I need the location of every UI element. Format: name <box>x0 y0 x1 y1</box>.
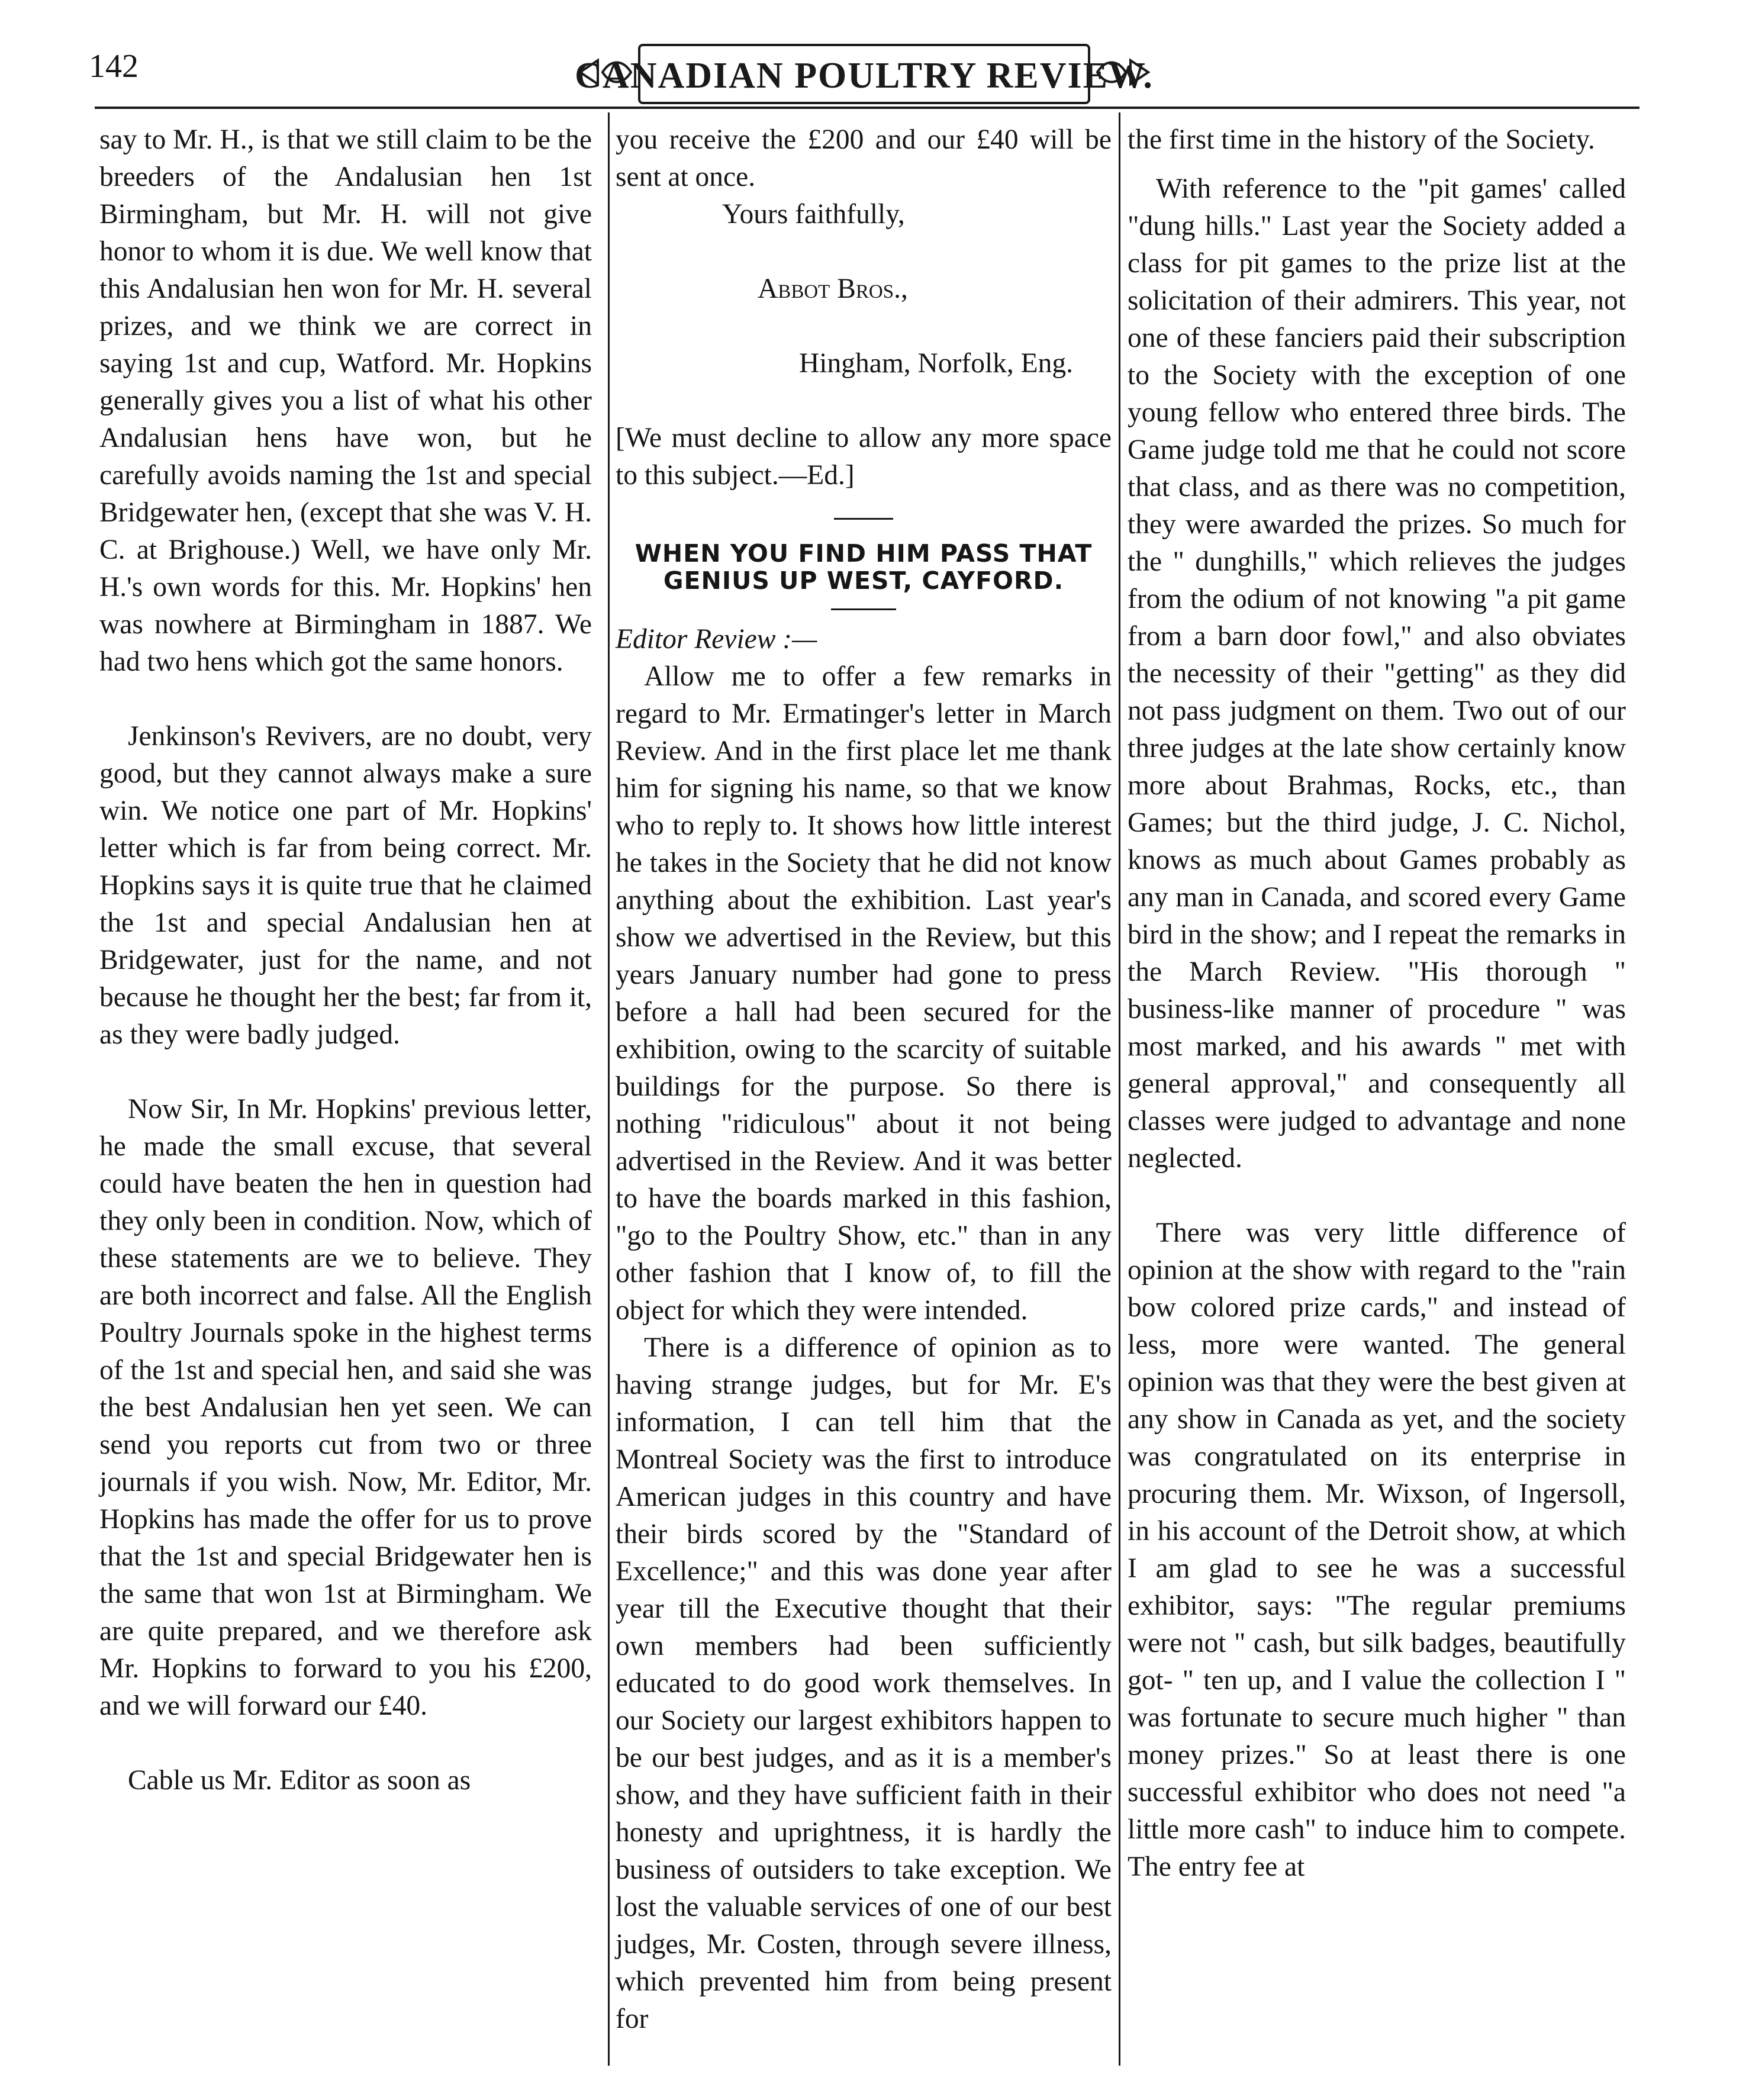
page-number: 142 <box>89 48 138 85</box>
col1-paragraph-2: Jenkinson's Revivers, are no doubt, very good, but they cannot always make a sure win. We notice one part of Mr. Hopkins' letter which is far from being correct. Mr. Hopkins says it is quite true that he claimed the 1st and special Andalusian hen at Bridgewater, just for the name, and not because he thought her the best; far from it, as they were badly judged. <box>99 721 592 1050</box>
section-divider <box>834 518 893 520</box>
column-3 <box>1128 121 1626 1886</box>
sign-off: Yours faithfully, <box>722 199 905 230</box>
col1-paragraph-3: Now Sir, In Mr. Hopkins' previous letter, he made the small excuse, that several could have beaten the hen in question had they only been in condition. Now, which of these statements are we to believe. They are both incorrect and false. All the English Poultry Journals spoke in the highest terms of the 1st and special hen, and said she was the best Andalusian hen yet seen. We can send you reports cut from two or three journals if you wish. Now, Mr. Editor, Mr. Hopkins has made the offer for us to prove that the 1st and special Bridgewater hen is the same that won 1st at Birmingham. We are quite prepared, and we therefore ask Mr. Hopkins to forward to you his £200, and we will forward our £40. <box>99 1094 592 1721</box>
col2-paragraph-3: There is a difference of opinion as to having strange judges, but for Mr. E's information, I can tell him that the Montreal Society was the first to introduce American judges in this country and have their birds scored by the "Standard of Excellence;" and this was done year after year till the Executive thought that their own members had been sufficiently educated to do good work themselves. In our Society our largest exhibitors happen to be our best judges, and as it is a member's show, and they have sufficient faith in their honesty and uprightness, it is hardly the business of outsiders to take exception. We lost the valuable services of one of our best judges, Mr. Costen, through severe illness, which prevented him from being present for <box>616 1332 1112 2034</box>
masthead-title: CANADIAN POULTRY REVIEW. <box>575 56 1154 96</box>
article-headline: WHEN YOU FIND HIM PASS THAT GENIUS UP WEST, CAYFORD. <box>634 539 1093 595</box>
column-rule-right <box>1119 112 1120 2066</box>
column-1 <box>99 121 592 1799</box>
col1-paragraph-4: Cable us Mr. Editor as soon as <box>128 1765 471 1796</box>
header-rule <box>95 107 1640 109</box>
masthead-logo <box>574 31 1154 114</box>
column-2 <box>616 121 1112 2038</box>
col1-paragraph-1: say to Mr. H., is that we still claim to be the breeders of the Andalusian hen 1st Birmingham, but Mr. H. will not give honor to whom it is due. We well know that this Andalusian hen won for Mr. H. several prizes, and we think we are correct in saying 1st and cup, Watford. Mr. Hopkins generally gives you a list of what his other Andalusian hens have won, but he carefully avoids naming the 1st and special Bridgewater hen, (except that she was V. H. C. at Brighouse.) Well, we have only Mr. H.'s own words for this. Mr. Hopkins' hen was nowhere at Birmingham in 1887. We had two hens which got the same honors. <box>99 124 592 677</box>
col2-paragraph-1: you receive the £200 and our £40 will be sent at once. <box>616 124 1112 192</box>
col3-paragraph-3: There was very little difference of opinion at the show with regard to the "rain bow colored prize cards," and instead of less, more were wanted. The general opinion was that they were the best given at any show in Canada as yet, and the society was congratulated on its enterprise in procuring them. Mr. Wixson, of Ingersoll, in his account of the Detroit show, at which I am glad to see he was a successful exhibitor, says: "The regular premiums were not " cash, but silk badges, beautifully got- " ten up, and I value the collection I " was fortunate to secure much higher " than money prizes." So at least there is one successful exhibitor who does not need "a little more cash" to induce him to compete. The entry fee at <box>1128 1218 1626 1882</box>
salutation: Editor Review :— <box>616 624 817 655</box>
column-rule-left <box>608 112 610 2066</box>
signer-address: Hingham, Norfolk, Eng. <box>799 348 1074 379</box>
headline-divider <box>831 608 896 610</box>
col3-paragraph-2: With reference to the "pit games' called "dung hills." Last year the Society added a class for pit games to the prize list at the solicitation of their admirers. This year, not one of these fanciers paid their subscription to the Society with the exception of one young fellow who entered three birds. The Game judge told me that he could not score that class, and as there was no competition, they were awarded the prizes. So much for the " dunghills," which relieves the judges from the odium of not knowing "a pit game from a barn door fowl," and also obviates the necessity of their "getting" as they did not pass judgment on them. Two out of our three judges at the late show certainly know more about Brahmas, Rocks, etc., than Games; but the third judge, J. C. Nichol, knows as much about Games probably as any man in Canada, and scored every Game bird in the show; and I repeat the remarks in the March Review. "His thorough " business-like manner of procedure " was most marked, and his awards " met with general approval," and consequently all classes were judged to advantage and none neglected. <box>1128 173 1626 1174</box>
signer-name: Abbot Bros., <box>758 273 908 304</box>
col3-paragraph-1: the first time in the history of the Society. <box>1128 124 1595 155</box>
col2-paragraph-2: Allow me to offer a few remarks in regard to Mr. Ermatinger's letter in March Review. And in the first place let me thank him for signing his name, so that we know who to reply to. It shows how little interest he takes in the Society that he did not know anything about the exhibition. Last year's show we advertised in the Review, but this years January number had gone to press before a hall had been secured for the exhibition, owing to the scarcity of suitable buildings for the purpose. So there is nothing "ridiculous" about it not being advertised in the Review. And it was better to have the boards marked in this fashion, "go to the Poultry Show, etc." than in any other fashion that I know of, to fill the object for which they were intended. <box>616 661 1112 1326</box>
editor-note: [We must decline to allow any more space to this subject.—Ed.] <box>616 423 1112 491</box>
